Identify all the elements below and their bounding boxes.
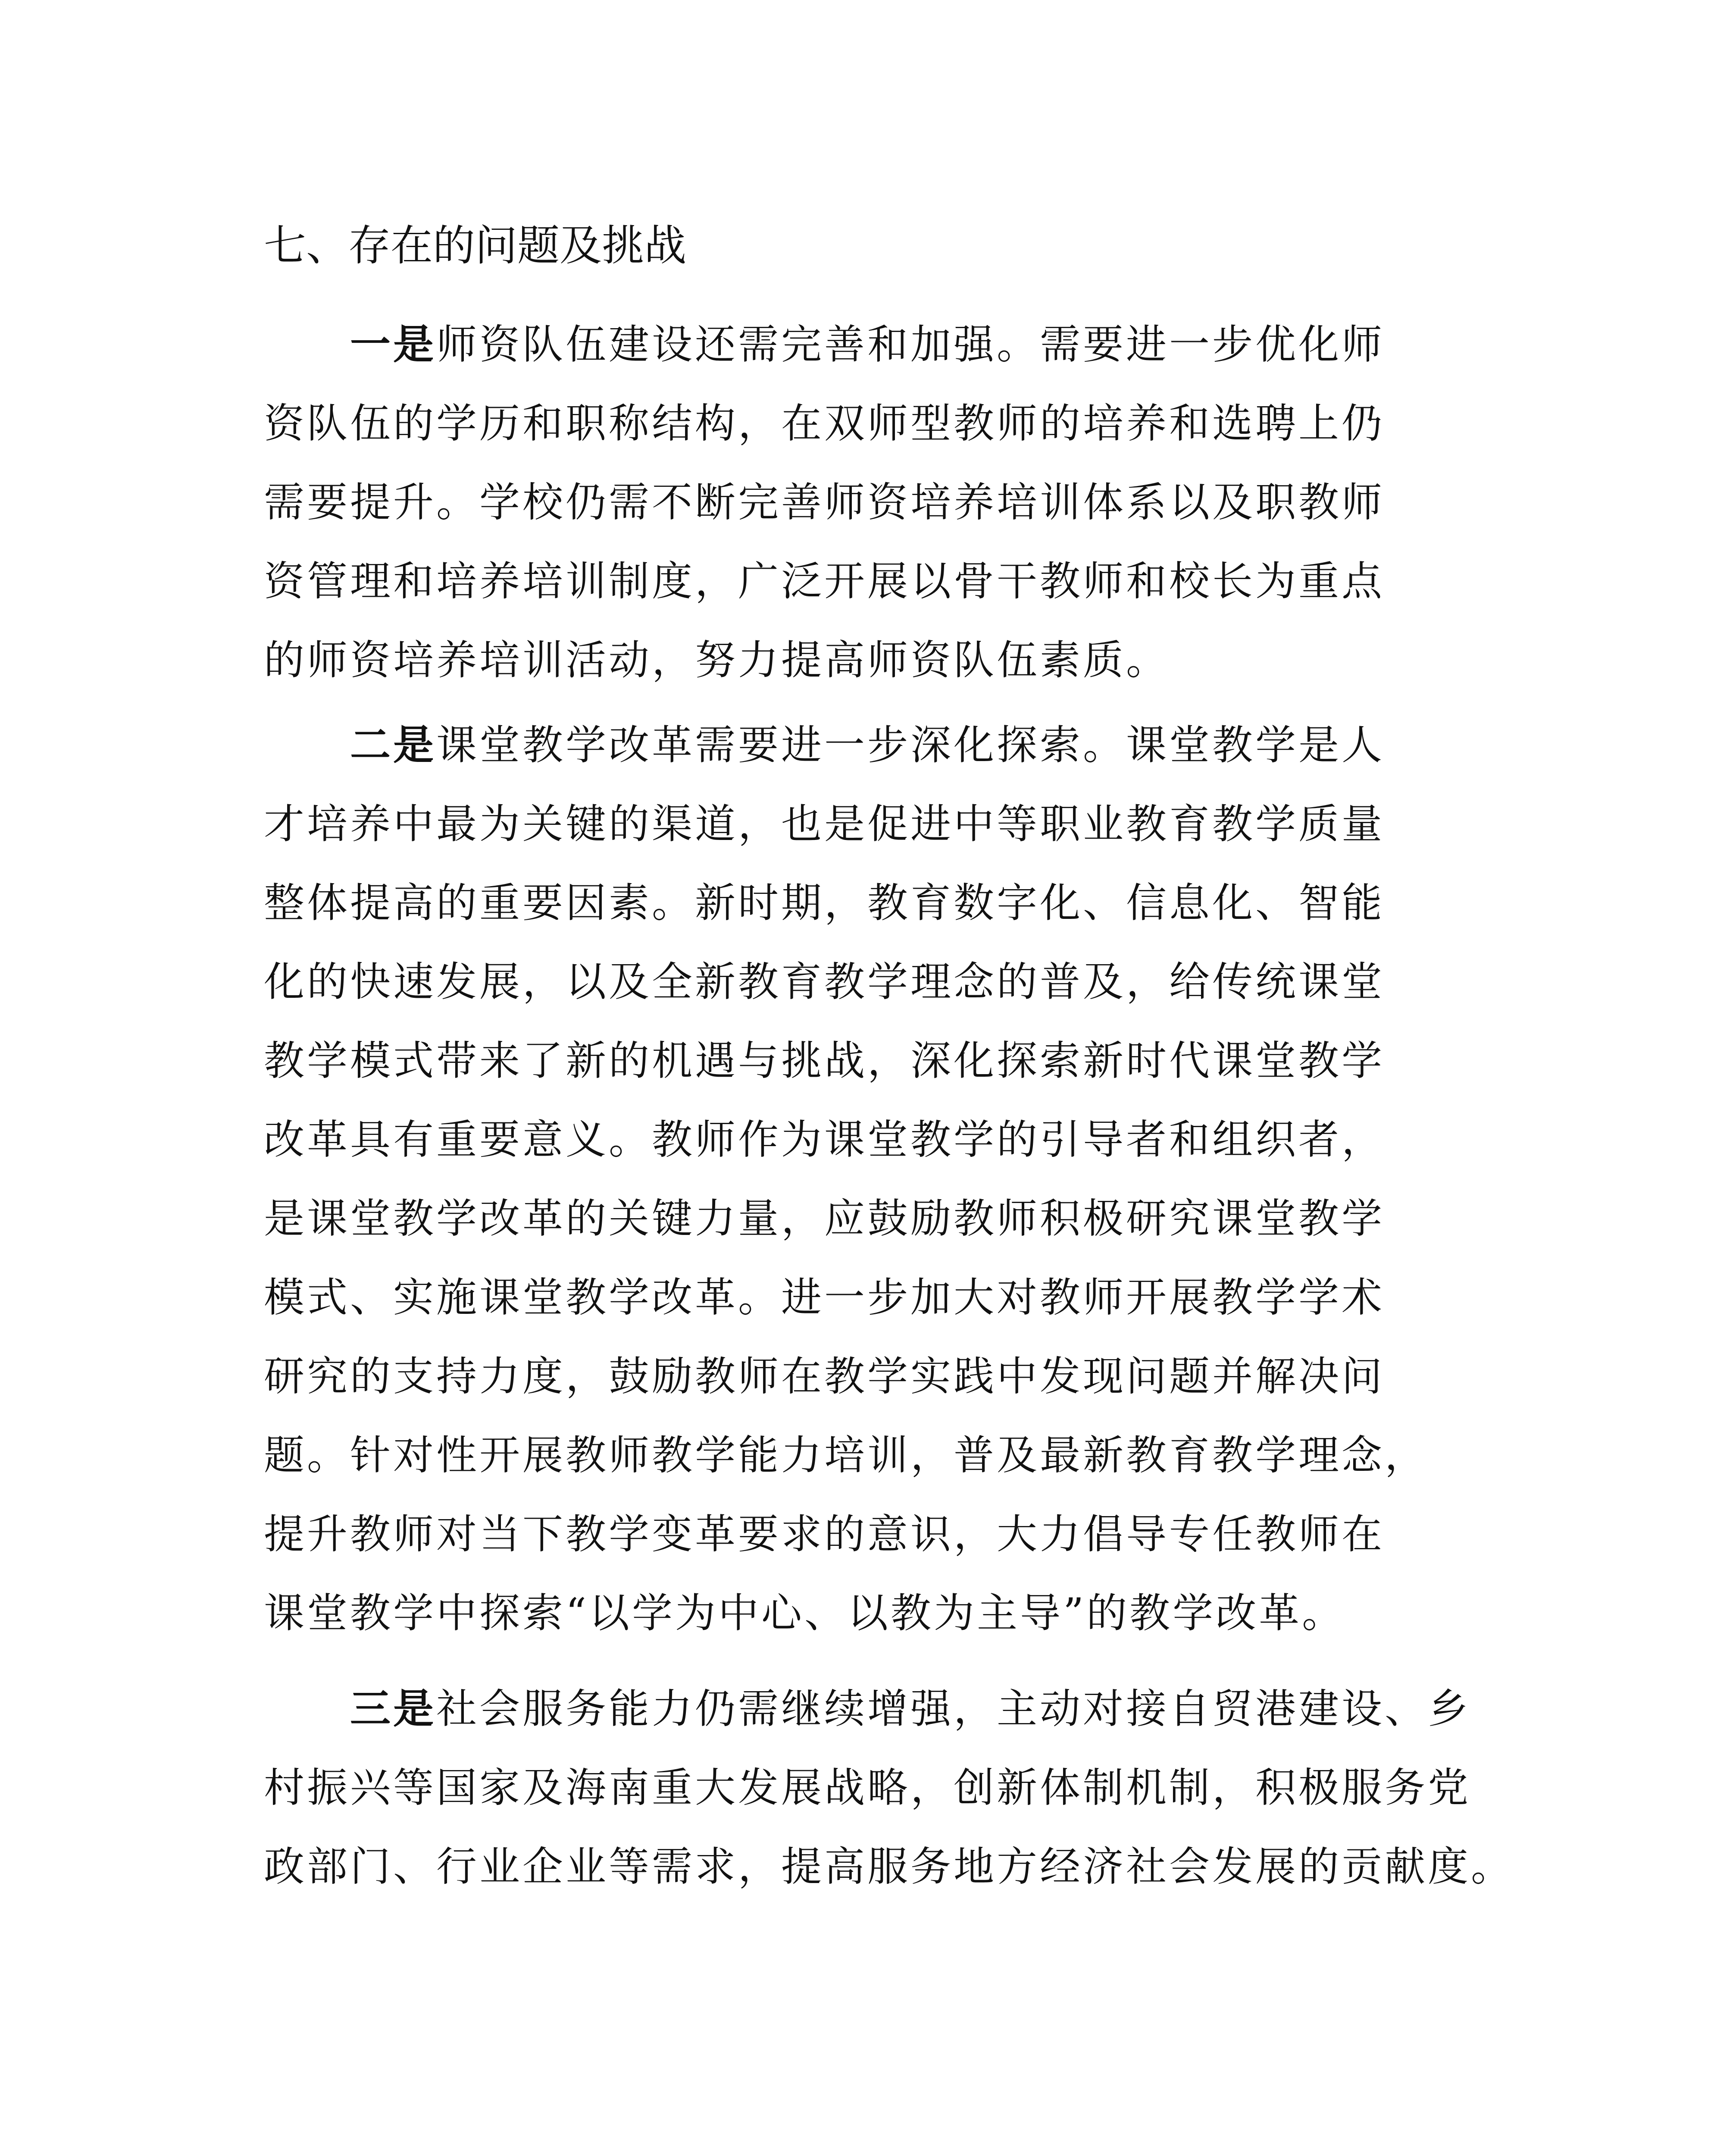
section-heading: 七、存在的问题及挑战	[264, 221, 687, 270]
paragraph-line: 教学模式带来了新的机遇与挑战，深化探索新时代课堂教学	[264, 1037, 1385, 1084]
paragraph-line-text: 课堂教学改革需要进一步深化探索。课堂教学是人	[436, 722, 1385, 769]
paragraph-lead: 二是	[350, 722, 437, 769]
paragraph-line: 模式、实施课堂教学改革。进一步加大对教师开展教学学术	[264, 1274, 1385, 1321]
paragraph-line: 需要提升。学校仍需不断完善师资培养培训体系以及职教师	[264, 479, 1385, 526]
paragraph-line: 资管理和培养培训制度，广泛开展以骨干教师和校长为重点	[264, 558, 1385, 605]
paragraph-social-service	[264, 1670, 1514, 1906]
paragraph-line: 整体提高的重要因素。新时期，教育数字化、信息化、智能	[264, 880, 1385, 927]
paragraph-line: 课堂教学中探索“以学为中心、以教为主导”的教学改革。	[264, 1590, 1345, 1637]
paragraph-line-text: 社会服务能力仍需继续增强，主动对接自贸港建设、乡	[436, 1686, 1471, 1733]
paragraph-line	[264, 706, 1454, 785]
paragraph-line: 村振兴等国家及海南重大发展战略，创新体制机制，积极服务党	[264, 1764, 1471, 1811]
paragraph-line: 是课堂教学改革的关键力量，应鼓励教师积极研究课堂教学	[264, 1195, 1385, 1242]
paragraph-line: 化的快速发展，以及全新教育教学理念的普及，给传统课堂	[264, 959, 1385, 1006]
paragraph-line	[264, 305, 1454, 384]
paragraph-classroom-reform	[264, 706, 1454, 1653]
paragraph-line: 才培养中最为关键的渠道，也是促进中等职业教育教学质量	[264, 801, 1385, 848]
paragraph-line-text: 师资队伍建设还需完善和加强。需要进一步优化师	[436, 321, 1385, 368]
paragraph-line	[264, 1670, 1471, 1749]
paragraph-lead: 三是	[350, 1686, 437, 1733]
paragraph-line: 政部门、行业企业等需求，提高服务地方经济社会发展的贡献度。	[264, 1843, 1514, 1890]
paragraph-line: 资队伍的学历和职称结构，在双师型教师的培养和选聘上仍	[264, 400, 1385, 447]
paragraph-line: 的师资培养培训活动，努力提高师资队伍素质。	[264, 637, 1170, 684]
paragraph-line: 提升教师对当下教学变革要求的意识，大力倡导专任教师在	[264, 1511, 1385, 1558]
paragraph-line: 题。针对性开展教师教学能力培训，普及最新教育教学理念，	[264, 1432, 1428, 1479]
paragraph-teacher-team	[264, 305, 1454, 700]
paragraph-lead: 一是	[350, 321, 437, 368]
paragraph-line: 改革具有重要意义。教师作为课堂教学的引导者和组织者，	[264, 1116, 1385, 1163]
paragraph-line: 研究的支持力度，鼓励教师在教学实践中发现问题并解决问	[264, 1353, 1385, 1400]
